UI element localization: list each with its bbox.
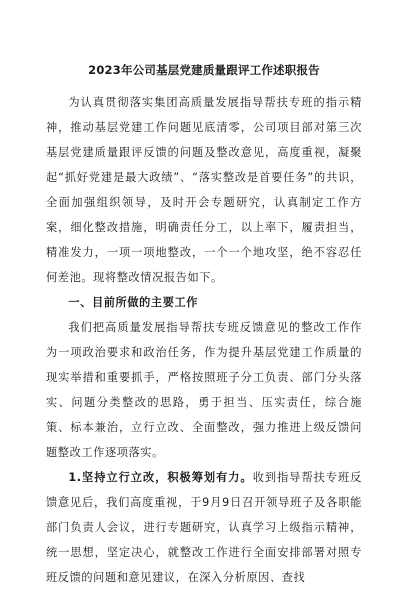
item-lead: 1.坚持立行立改，积极筹划有力。 bbox=[68, 471, 253, 484]
intro-paragraph: 为认真贯彻落实集团高质量发展指导帮扶专班的指示精神，推动基层党建工作问题见底清零，公司项目部对第三次基层党建质量跟评反馈的问题及整改意见，高度重视，凝聚起“抓好党建是最大政绩”、“落实整改是首要任务”的共识，全面加强组织领导，及时开会专题研究，认真制定工作方案，细化整改措施，明确责任分工，以上率下，履责担当，精准发力，一项一项地整改，一个一个地攻坚，绝不容忍任何差池。现将整改情况报告如下。 bbox=[46, 96, 362, 284]
item-paragraph bbox=[46, 465, 362, 590]
item-body: 收到指导帮扶专班反馈意见后，我们高度重视，于9月9日召开领导班子及各职能部门负责人会议，进行专题研究，认真学习上级指示精神，统一思想，坚定决心，就整改工作进行全面安排部署对照专班反馈的问题和意见建议，在深入分析原因、查找 bbox=[46, 471, 362, 584]
section-paragraph: 我们把高质量发展指导帮扶专班反馈意见的整改工作作为一项政治要求和政治任务，作为提升基层党建工作质量的现实举措和重要抓手，严格按照班子分工负责、部门分头落实、问题分类整改的思路，勇于担当、压实责任，综合施策、标本兼治，立行立改、全面整改，强力推进上级反馈问题整改工作逐项落实。 bbox=[46, 321, 362, 459]
document-title: 2023年公司基层党建质量跟评工作述职报告 bbox=[88, 63, 320, 77]
section-heading: 一、目前所做的主要工作 bbox=[68, 296, 199, 309]
